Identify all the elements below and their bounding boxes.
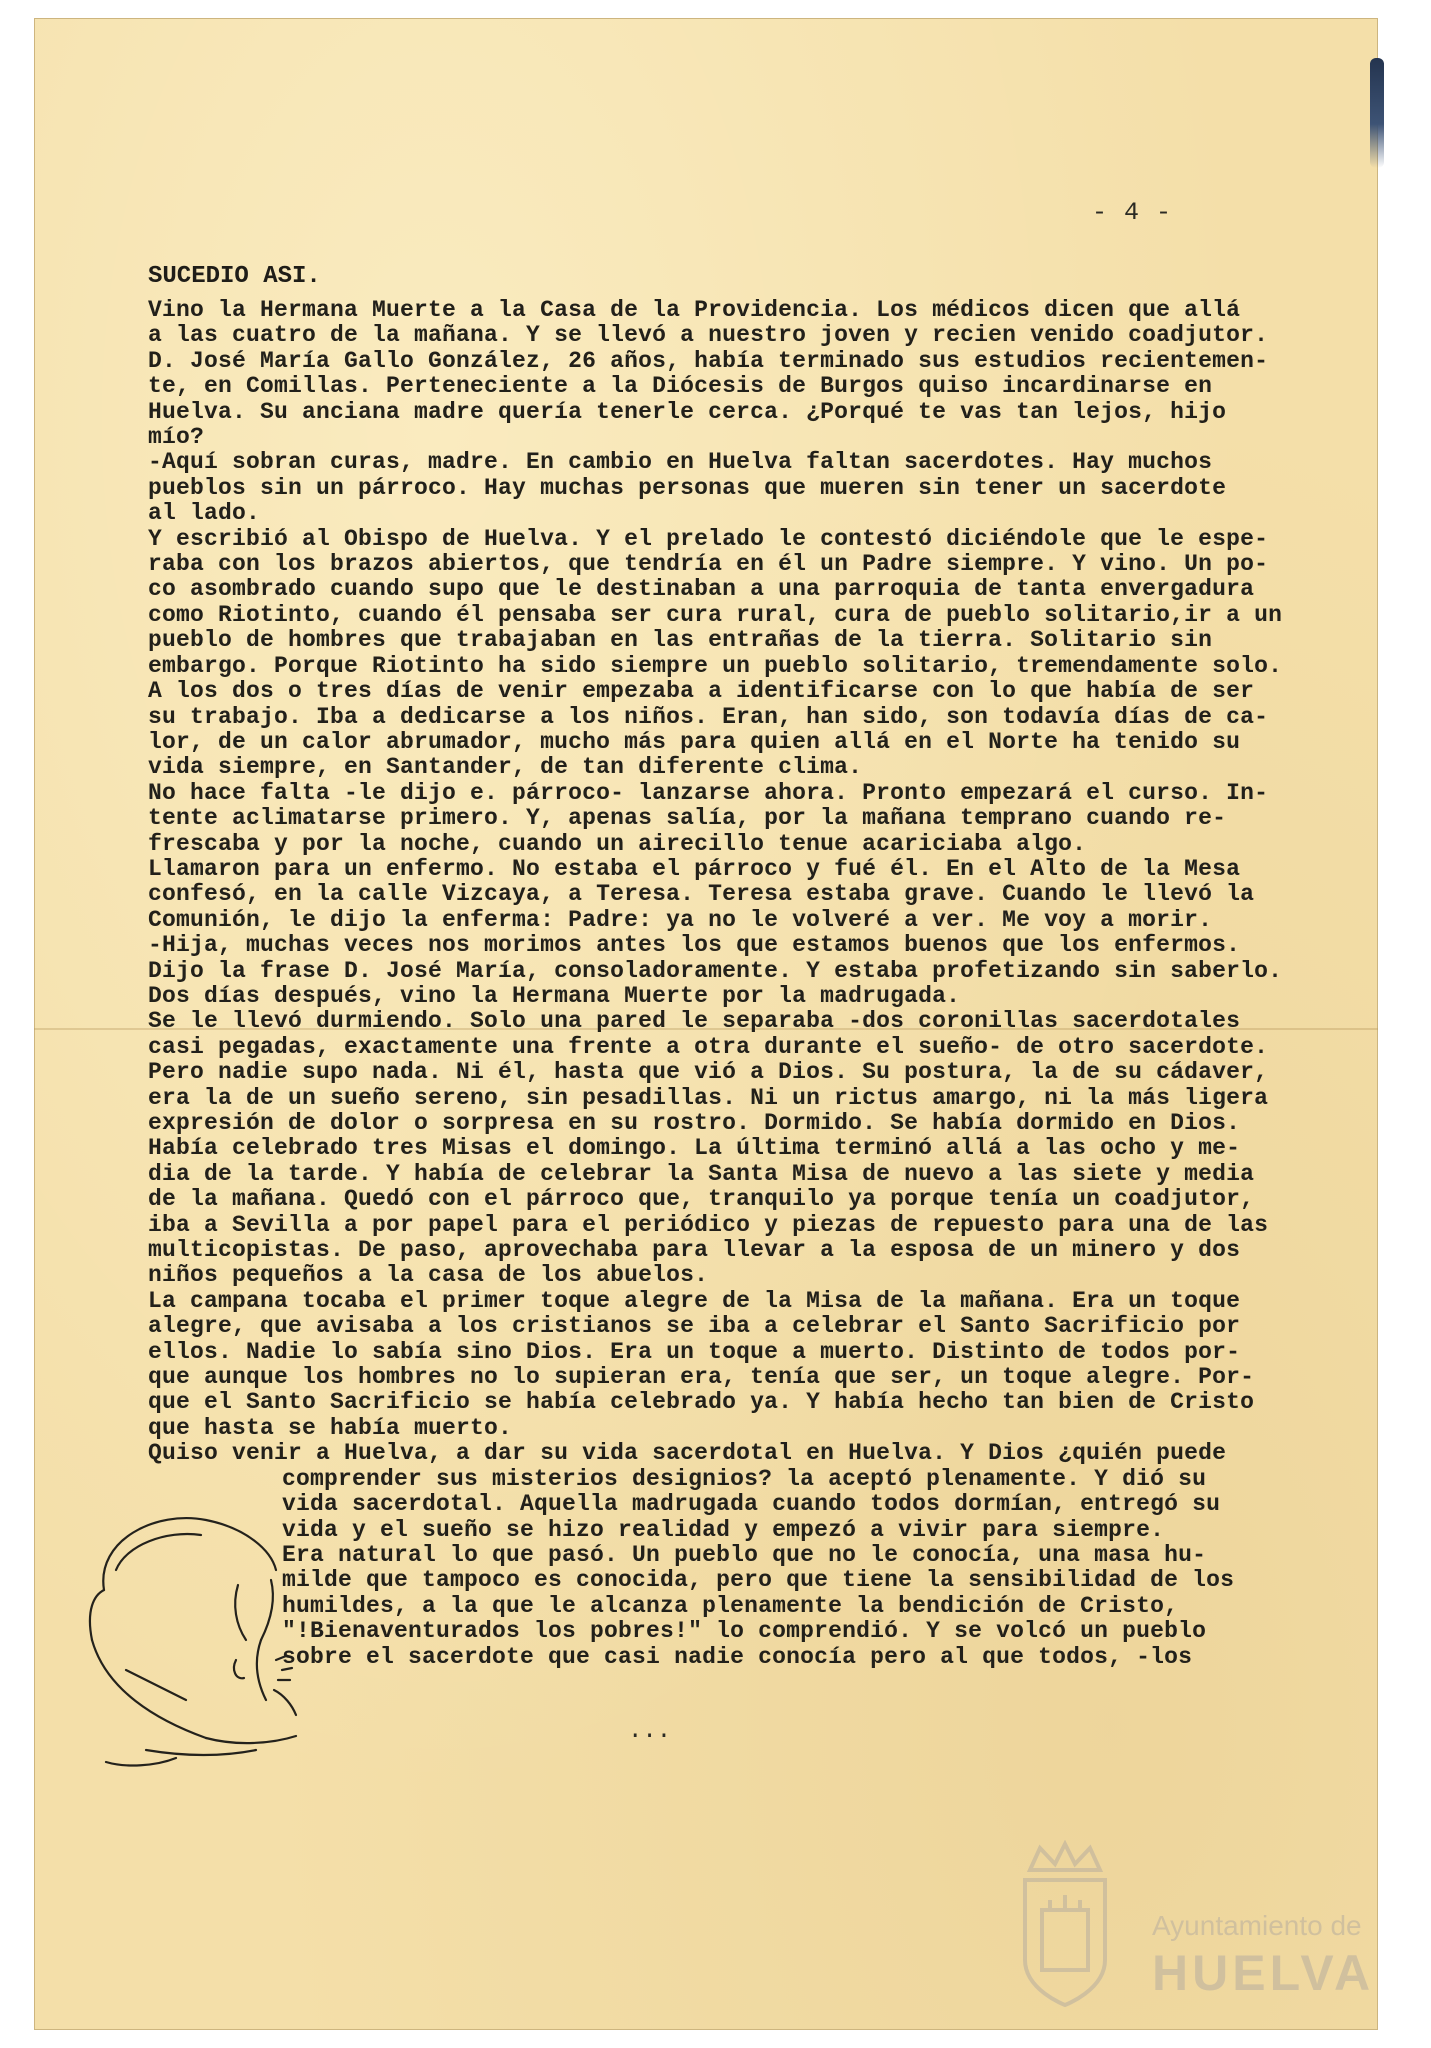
text-line: -Aquí sobran curas, madre. En cambio en Huelva faltan sacerdotes. Hay muchos: [148, 449, 1213, 476]
text-line: humildes, a la que le alcanza plenamente la bendición de Cristo,: [282, 1592, 1179, 1619]
text-line: frescaba y por la noche, cuando un airecillo tenue acariciaba algo.: [148, 830, 1087, 857]
text-line: Se le llevó durmiendo. Solo una pared le separaba -dos coronillas sacerdotales: [148, 1008, 1241, 1035]
text-line: alegre, que avisaba a los cristianos se iba a celebrar el Santo Sacrificio por: [148, 1313, 1241, 1340]
text-line: -Hija, muchas veces nos morimos antes los que estamos buenos que los enfermos.: [148, 932, 1241, 959]
text-line: sobre el sacerdote que casi nadie conocía pero al que todos, -los: [282, 1643, 1193, 1670]
page-number: - 4 -: [1092, 198, 1173, 227]
text-line: confesó, en la calle Vizcaya, a Teresa. Teresa estaba grave. Cuando le llevó la: [148, 881, 1255, 908]
text-line: comprender sus misterios designios? la aceptó plenamente. Y dió su: [282, 1465, 1207, 1492]
text-line: pueblos sin un párroco. Hay muchas personas que mueren sin tener un sacerdote: [148, 474, 1227, 501]
text-line: multicopistas. De paso, aprovechaba para llevar a la esposa de un minero y dos: [148, 1237, 1241, 1264]
text-line: milde que tampoco es conocida, pero que tiene la sensibilidad de los: [282, 1567, 1235, 1594]
body-text: [148, 298, 1288, 1670]
text-line: como Riotinto, cuando él pensaba ser cura rural, cura de pueblo solitario,ir a un: [148, 601, 1283, 628]
text-line: que hasta se había muerto.: [148, 1414, 513, 1441]
text-line: ellos. Nadie lo sabía sino Dios. Era un toque a muerto. Distinto de todos por-: [148, 1338, 1241, 1365]
text-line: D. José María Gallo González, 26 años, había terminado sus estudios recientemen-: [148, 347, 1269, 374]
text-line: vida sacerdotal. Aquella madrugada cuando todos dormían, entregó su: [282, 1491, 1221, 1518]
text-line: A los dos o tres días de venir empezaba a identificarse con lo que había de ser: [148, 678, 1255, 705]
text-line: expresión de dolor o sorpresa en su rostro. Dormido. Se había dormido en Dios.: [148, 1110, 1241, 1136]
text-line: te, en Comillas. Perteneciente a la Diócesis de Burgos quiso incardinarse en: [148, 373, 1213, 400]
text-line: tente aclimatarse primero. Y, apenas salía, por la mañana temprano cuando re-: [148, 805, 1227, 832]
watermark-text-line1: Ayuntamiento de: [1152, 1910, 1362, 1941]
text-line: casi pegadas, exactamente una frente a otra durante el sueño- de otro sacerdote.: [148, 1033, 1269, 1060]
watermark: [1010, 1840, 1375, 2010]
text-line: dia de la tarde. Y había de celebrar la Santa Misa de nuevo a las siete y media: [148, 1160, 1255, 1187]
text-line: lor, de un calor abrumador, mucho más para quien allá en el Norte ha tenido su: [148, 728, 1241, 755]
sleeping-figure-drawing-icon: [86, 1500, 308, 1770]
text-line: raba con los brazos abiertos, que tendría en él un Padre siempre. Y vino. Un po-: [148, 551, 1269, 578]
text-line: vida siempre, en Santander, de tan diferente clima.: [148, 754, 863, 781]
page-title: SUCEDIO ASI.: [148, 263, 321, 290]
text-line: mío?: [148, 424, 205, 451]
text-line: Vino la Hermana Muerte a la Casa de la Providencia. Los médicos dicen que allá: [148, 297, 1241, 323]
text-line: a las cuatro de la mañana. Y se llevó a nuestro joven y recien venido coadjutor.: [148, 322, 1269, 349]
continuation-mark: ...: [628, 1718, 672, 1745]
text-line: Dos días después, vino la Hermana Muerte por la madrugada.: [148, 982, 961, 1009]
text-line: "!Bienaventurados los pobres!" lo comprendió. Y se volcó un pueblo: [282, 1618, 1207, 1645]
text-line: embargo. Porque Riotinto ha sido siempre un pueblo solitario, tremendamente solo.: [148, 652, 1283, 679]
text-line: niños pequeños a la casa de los abuelos.: [148, 1262, 709, 1289]
edge-ink-stain: [1370, 58, 1384, 168]
text-line: No hace falta -le dijo e. párroco- lanzarse ahora. Pronto empezará el curso. In-: [148, 779, 1269, 806]
text-line: que aunque los hombres no lo supieran era, tenía que ser, un toque alegre. Por-: [148, 1364, 1255, 1391]
text-line: vida y el sueño se hizo realidad y empezó a vivir para siempre.: [282, 1516, 1165, 1543]
text-line: co asombrado cuando supo que le destinaban a una parroquia de tanta envergadura: [148, 576, 1255, 603]
text-line: de la mañana. Quedó con el párroco que, tranquilo ya porque tenía un coadjutor,: [148, 1186, 1255, 1213]
text-line: Dijo la frase D. José María, consoladoramente. Y estaba profetizando sin saberlo.: [148, 957, 1283, 984]
text-line: era la de un sueño sereno, sin pesadillas. Ni un rictus amargo, ni la más ligera: [148, 1084, 1269, 1111]
text-line: La campana tocaba el primer toque alegre de la Misa de la mañana. Era un toque: [148, 1287, 1241, 1314]
text-line: Era natural lo que pasó. Un pueblo que no le conocía, una masa hu-: [282, 1541, 1207, 1568]
text-line: su trabajo. Iba a dedicarse a los niños. Eran, han sido, son todavía días de ca-: [148, 703, 1269, 730]
text-line: Y escribió al Obispo de Huelva. Y el prelado le contestó diciéndole que le espe-: [148, 525, 1269, 552]
text-line: al lado.: [148, 500, 261, 527]
crown-shield-emblem-icon: [1010, 1840, 1120, 2010]
text-line: Llamaron para un enfermo. No estaba el párroco y fué él. En el Alto de la Mesa: [148, 855, 1241, 882]
text-line: pueblo de hombres que trabajaban en las entrañas de la tierra. Solitario sin: [148, 627, 1213, 654]
text-line: Quiso venir a Huelva, a dar su vida sacerdotal en Huelva. Y Dios ¿quién puede: [148, 1440, 1227, 1467]
text-line: Pero nadie supo nada. Ni él, hasta que vió a Dios. Su postura, la de su cádaver,: [148, 1059, 1269, 1086]
text-line: Comunión, le dijo la enferma: Padre: ya no le volveré a ver. Me voy a morir.: [148, 906, 1213, 933]
text-line: Había celebrado tres Misas el domingo. La última terminó allá a las ocho y me-: [148, 1135, 1241, 1162]
text-line: iba a Sevilla a por papel para el periódico y piezas de repuesto para una de las: [148, 1211, 1269, 1238]
text-line: Huelva. Su anciana madre quería tenerle cerca. ¿Porqué te vas tan lejos, hijo: [148, 398, 1227, 425]
watermark-text-line2: HUELVA: [1152, 1945, 1375, 2001]
text-line: que el Santo Sacrificio se había celebrado ya. Y había hecho tan bien de Cristo: [148, 1389, 1255, 1416]
